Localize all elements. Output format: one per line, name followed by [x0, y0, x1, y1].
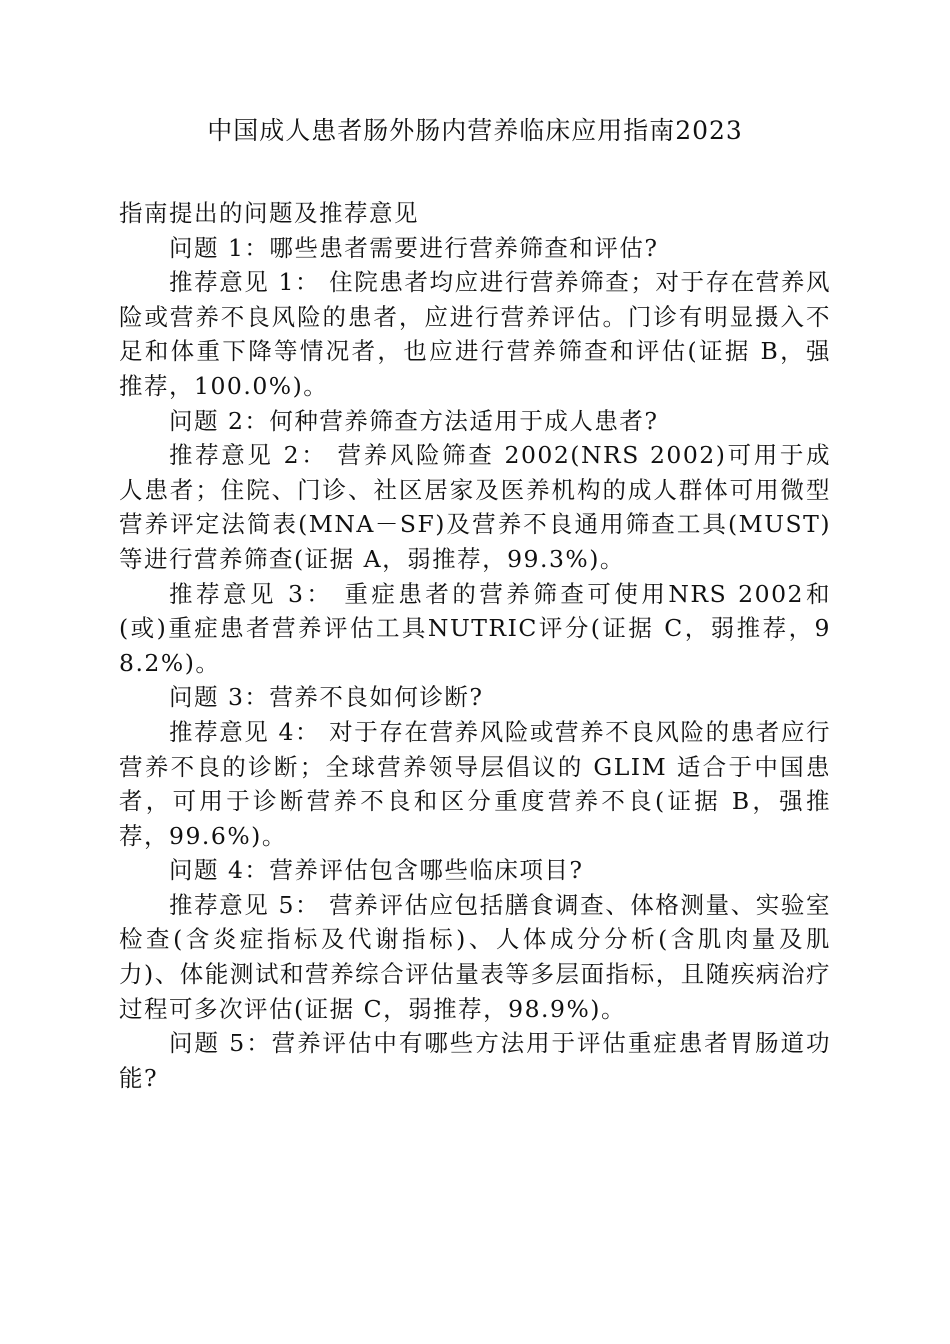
- question-1: 问题 1：哪些患者需要进行营养筛查和评估?: [169, 233, 659, 262]
- recommendation-4: 推荐意见 4： 对于存在营养风险或营养不良风险的患者应行营养不良的诊断；全球营养领导层倡议的 GLIM 适合于中国患者，可用于诊断营养不良和区分重度营养不良(证据 B，强推荐，99.6%)。: [119, 717, 831, 850]
- recommendation-2: 推荐意见 2： 营养风险筛查 2002(NRS 2002)可用于成人患者；住院、门诊、社区居家及医养机构的成人群体可用微型营养评定法简表(MNA－SF)及营养不良通用筛查工具(MUST)等进行营养筛查(证据 A，弱推荐，99.3%)。: [119, 441, 831, 573]
- document-title: 中国成人患者肠外肠内营养临床应用指南2023: [207, 116, 743, 145]
- document-body: [119, 196, 831, 1095]
- question-5: 问题 5：营养评估中有哪些方法用于评估重症患者胃肠道功能?: [119, 1029, 831, 1092]
- question-2: 问题 2：何种营养筛查方法适用于成人患者?: [169, 406, 659, 435]
- question-4: 问题 4：营养评估包含哪些临床项目?: [169, 856, 584, 885]
- recommendation-3: 推荐意见 3： 重症患者的营养筛查可使用NRS 2002和(或)重症患者营养评估工具NUTRIC评分(证据 C，弱推荐，98.2%)。: [119, 579, 831, 677]
- question-3: 问题 3：营养不良如何诊断?: [169, 683, 484, 712]
- recommendation-5: 推荐意见 5： 营养评估应包括膳食调查、体格测量、实验室检查(含炎症指标及代谢指标)、人体成分分析(含肌肉量及肌力)、体能测试和营养综合评估量表等多层面指标，且随疾病治疗过程可多次评估(证据 C，弱推荐，98.9%)。: [119, 890, 831, 1023]
- recommendation-1: 推荐意见 1： 住院患者均应进行营养筛查；对于存在营养风险或营养不良风险的患者，应进行营养评估。门诊有明显摄入不足和体重下降等情况者，也应进行营养筛查和评估(证据 B，强推荐，100.0%)。: [119, 268, 831, 400]
- section-heading: 指南提出的问题及推荐意见: [119, 199, 419, 227]
